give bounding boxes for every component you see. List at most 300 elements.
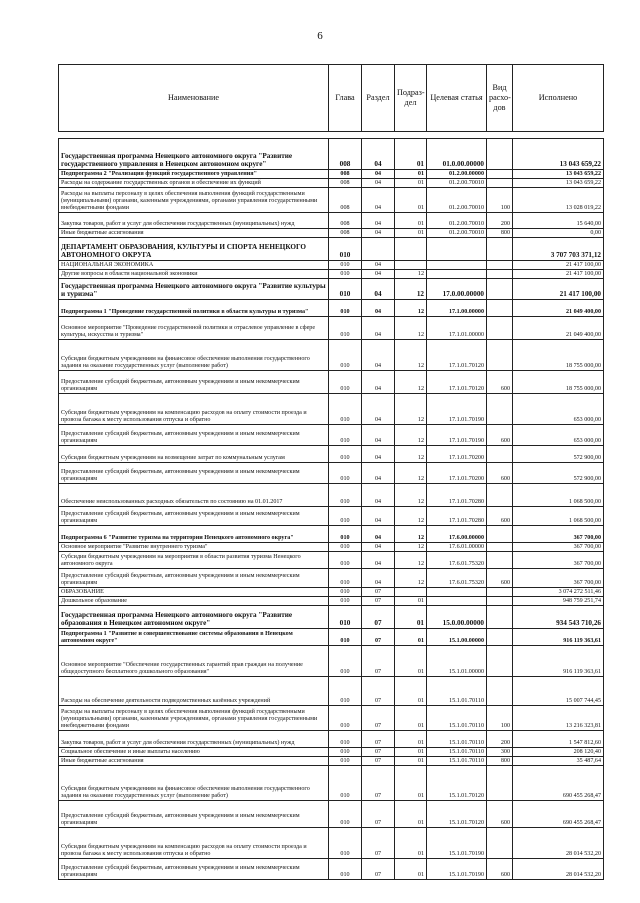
cell-name: Основное мероприятие "Проведение государственной политики и отраслевое управление в сфере культуры, искусства и туризма": [59, 317, 329, 340]
cell-chapter: 010: [329, 261, 362, 270]
cell-chapter: 010: [329, 425, 362, 446]
cell-subsection: 12: [395, 463, 427, 484]
col-header-chapter: Глава: [329, 65, 362, 132]
cell-executed: 28 014 532,20: [513, 828, 604, 859]
cell-target: 17.1.01.70200: [427, 463, 487, 484]
cell-exp-type: 800: [487, 229, 513, 238]
cell-exp-type: [487, 317, 513, 340]
spacer-cell: [59, 132, 604, 139]
cell-exp-type: [487, 261, 513, 270]
table-header-row: [59, 65, 604, 132]
cell-chapter: 008: [329, 188, 362, 213]
cell-section: 04: [362, 300, 395, 317]
cell-section: 04: [362, 552, 395, 569]
cell-target: 17.1.01.70280: [427, 507, 487, 526]
cell-subsection: 12: [395, 526, 427, 543]
cell-chapter: 010: [329, 606, 362, 629]
cell-exp-type: [487, 340, 513, 371]
page-number: 6: [317, 30, 323, 42]
table-row: [59, 188, 604, 213]
cell-name: Государственная программа Ненецкого автономного округа "Развитие культуры и туризма": [59, 279, 329, 300]
table-row: [59, 213, 604, 229]
cell-chapter: 008: [329, 139, 362, 170]
cell-subsection: 01: [395, 731, 427, 748]
cell-name: ОБРАЗОВАНИЕ: [59, 588, 329, 597]
cell-section: 07: [362, 828, 395, 859]
cell-executed: 13 043 659,22: [513, 170, 604, 179]
table-row: [59, 484, 604, 507]
cell-target: 17.1.01.70280: [427, 484, 487, 507]
cell-exp-type: [487, 139, 513, 170]
cell-exp-type: [487, 300, 513, 317]
cell-subsection: 12: [395, 270, 427, 279]
cell-exp-type: [487, 766, 513, 801]
table-row: [59, 340, 604, 371]
cell-name: НАЦИОНАЛЬНАЯ ЭКОНОМИКА: [59, 261, 329, 270]
cell-executed: 35 487,64: [513, 757, 604, 766]
cell-name: Дошкольное образование: [59, 597, 329, 606]
cell-executed: 3 707 703 371,12: [513, 238, 604, 261]
cell-exp-type: 800: [487, 757, 513, 766]
cell-exp-type: [487, 179, 513, 188]
cell-target: 17.1.01.00000: [427, 317, 487, 340]
cell-name: Государственная программа Ненецкого автономного округа "Развитие образования в Ненецком автономном округе": [59, 606, 329, 629]
cell-chapter: 010: [329, 706, 362, 731]
table-row: [59, 170, 604, 179]
cell-target: 01.0.00.00000: [427, 139, 487, 170]
cell-subsection: 01: [395, 597, 427, 606]
cell-name: Основное мероприятие "Обеспечение государственных гарантий прав граждан на получение общедоступного бесплатного дошкольного образования": [59, 646, 329, 677]
cell-chapter: 010: [329, 828, 362, 859]
cell-exp-type: [487, 677, 513, 706]
cell-exp-type: 600: [487, 859, 513, 880]
cell-name: Предоставление субсидий бюджетным, автономным учреждениям и иным некоммерческим организациям: [59, 425, 329, 446]
table-row: [59, 279, 604, 300]
cell-section: 04: [362, 179, 395, 188]
cell-subsection: [395, 588, 427, 597]
cell-section: 04: [362, 317, 395, 340]
cell-name: Другие вопросы в области национальной экономики: [59, 270, 329, 279]
cell-executed: 948 759 251,74: [513, 597, 604, 606]
cell-chapter: 010: [329, 371, 362, 394]
cell-chapter: 010: [329, 731, 362, 748]
cell-executed: 690 455 268,47: [513, 766, 604, 801]
cell-subsection: 01: [395, 139, 427, 170]
cell-exp-type: [487, 270, 513, 279]
cell-name: Иные бюджетные ассигнования: [59, 229, 329, 238]
cell-target: [427, 597, 487, 606]
cell-subsection: [395, 238, 427, 261]
cell-target: [427, 238, 487, 261]
cell-section: 04: [362, 507, 395, 526]
cell-chapter: 010: [329, 507, 362, 526]
cell-executed: 1 068 500,00: [513, 484, 604, 507]
cell-subsection: 01: [395, 677, 427, 706]
cell-subsection: 12: [395, 484, 427, 507]
table-row: [59, 731, 604, 748]
cell-section: 04: [362, 261, 395, 270]
cell-executed: 28 014 532,20: [513, 859, 604, 880]
cell-chapter: 010: [329, 859, 362, 880]
cell-chapter: 008: [329, 213, 362, 229]
cell-target: 15.1.00.00000: [427, 629, 487, 646]
cell-subsection: 01: [395, 629, 427, 646]
cell-section: 04: [362, 229, 395, 238]
cell-chapter: 010: [329, 484, 362, 507]
cell-section: 04: [362, 446, 395, 463]
cell-target: 01.2.00.70010: [427, 229, 487, 238]
table-row: [59, 859, 604, 880]
cell-section: 07: [362, 646, 395, 677]
cell-chapter: 008: [329, 179, 362, 188]
cell-executed: 13 216 323,81: [513, 706, 604, 731]
cell-name: Предоставление субсидий бюджетным, автономным учреждениям и иным некоммерческим организациям: [59, 801, 329, 828]
cell-name: Предоставление субсидий бюджетным, автономным учреждениям и иным некоммерческим организациям: [59, 371, 329, 394]
cell-target: [427, 270, 487, 279]
cell-target: 17.1.01.70200: [427, 446, 487, 463]
table-row: [59, 229, 604, 238]
cell-exp-type: [487, 543, 513, 552]
col-header-exp-type: Вид расхо-дов: [487, 65, 513, 132]
cell-name: Субсидии бюджетным учреждениям на мероприятия в области развития туризма Ненецкого автономного округа: [59, 552, 329, 569]
cell-exp-type: [487, 446, 513, 463]
cell-chapter: 010: [329, 446, 362, 463]
cell-executed: 15 640,00: [513, 213, 604, 229]
cell-executed: 916 119 363,61: [513, 646, 604, 677]
cell-exp-type: 100: [487, 188, 513, 213]
cell-target: 15.1.01.70110: [427, 677, 487, 706]
table-row: [59, 646, 604, 677]
table-row: [59, 677, 604, 706]
cell-subsection: 12: [395, 371, 427, 394]
cell-target: 17.1.01.70120: [427, 371, 487, 394]
cell-target: [427, 261, 487, 270]
cell-subsection: 01: [395, 859, 427, 880]
cell-executed: 21 417 100,00: [513, 279, 604, 300]
table-row: [59, 828, 604, 859]
cell-exp-type: [487, 552, 513, 569]
cell-name: Основное мероприятие "Развитие внутреннего туризма": [59, 543, 329, 552]
cell-section: 04: [362, 188, 395, 213]
cell-exp-type: [487, 484, 513, 507]
cell-section: 04: [362, 270, 395, 279]
budget-table: [58, 64, 604, 880]
cell-name: Подпрограмма 2 "Реализация функций государственного управления": [59, 170, 329, 179]
cell-chapter: 010: [329, 300, 362, 317]
cell-executed: 18 755 000,00: [513, 371, 604, 394]
cell-exp-type: 600: [487, 463, 513, 484]
table-row: [59, 507, 604, 526]
cell-exp-type: 600: [487, 425, 513, 446]
cell-target: 17.1.01.70190: [427, 425, 487, 446]
cell-target: 17.6.01.75320: [427, 569, 487, 588]
cell-executed: 21 049 400,00: [513, 300, 604, 317]
cell-chapter: 010: [329, 552, 362, 569]
cell-target: 15.1.01.70120: [427, 801, 487, 828]
cell-subsection: 01: [395, 188, 427, 213]
cell-exp-type: 600: [487, 801, 513, 828]
table-row: [59, 801, 604, 828]
table-row: [59, 588, 604, 597]
cell-subsection: 12: [395, 394, 427, 425]
cell-exp-type: 300: [487, 748, 513, 757]
cell-name: Предоставление субсидий бюджетным, автономным учреждениям и иным некоммерческим организациям: [59, 507, 329, 526]
table-row: [59, 597, 604, 606]
cell-exp-type: 100: [487, 706, 513, 731]
table-row: [59, 238, 604, 261]
cell-section: 07: [362, 597, 395, 606]
cell-chapter: 010: [329, 677, 362, 706]
col-header-name: Наименование: [59, 65, 329, 132]
cell-section: 07: [362, 629, 395, 646]
cell-chapter: 010: [329, 394, 362, 425]
cell-executed: 934 543 710,26: [513, 606, 604, 629]
cell-section: 07: [362, 606, 395, 629]
cell-subsection: 12: [395, 340, 427, 371]
cell-name: Предоставление субсидий бюджетным, автономным учреждениям и иным некоммерческим организациям: [59, 463, 329, 484]
cell-name: Субсидии бюджетным учреждениям на финансовое обеспечение выполнения государственного задания на оказание государственных услуг (выполнение работ): [59, 340, 329, 371]
cell-target: 15.1.01.70190: [427, 859, 487, 880]
cell-subsection: 12: [395, 425, 427, 446]
cell-subsection: 01: [395, 801, 427, 828]
table-row: [59, 317, 604, 340]
table-row: [59, 552, 604, 569]
table-row: [59, 569, 604, 588]
cell-executed: 572 900,00: [513, 463, 604, 484]
cell-section: 07: [362, 706, 395, 731]
cell-exp-type: 600: [487, 569, 513, 588]
cell-target: 15.1.01.70110: [427, 731, 487, 748]
cell-section: 07: [362, 859, 395, 880]
cell-subsection: 01: [395, 706, 427, 731]
cell-executed: 21 417 100,00: [513, 270, 604, 279]
cell-subsection: 12: [395, 279, 427, 300]
table-row: [59, 526, 604, 543]
cell-exp-type: [487, 238, 513, 261]
cell-target: 17.0.00.00000: [427, 279, 487, 300]
table-body: [59, 132, 604, 880]
cell-chapter: 010: [329, 526, 362, 543]
table-row: [59, 748, 604, 757]
cell-section: [362, 238, 395, 261]
cell-target: 17.1.00.00000: [427, 300, 487, 317]
table-row: [59, 394, 604, 425]
cell-section: 07: [362, 731, 395, 748]
table-row: [59, 706, 604, 731]
cell-name: Подпрограмма 1 "Развитие и совершенствование системы образования в Ненецком автономном округе": [59, 629, 329, 646]
cell-section: 04: [362, 394, 395, 425]
cell-chapter: 010: [329, 569, 362, 588]
cell-executed: 653 000,00: [513, 394, 604, 425]
cell-name: Расходы на содержание государственных органов и обеспечение их функций: [59, 179, 329, 188]
table-row: [59, 371, 604, 394]
table-row: [59, 139, 604, 170]
cell-section: 04: [362, 170, 395, 179]
cell-executed: 367 700,00: [513, 526, 604, 543]
cell-exp-type: 600: [487, 371, 513, 394]
cell-target: 17.1.01.70190: [427, 394, 487, 425]
cell-section: 04: [362, 425, 395, 446]
col-header-subsection: Подраз-дел: [395, 65, 427, 132]
table-row: [59, 606, 604, 629]
cell-section: 07: [362, 677, 395, 706]
cell-name: Предоставление субсидий бюджетным, автономным учреждениям и иным некоммерческим организациям: [59, 859, 329, 880]
cell-executed: 13 043 659,22: [513, 139, 604, 170]
cell-target: 17.6.01.00000: [427, 543, 487, 552]
table-row: [59, 300, 604, 317]
cell-chapter: 010: [329, 317, 362, 340]
cell-chapter: 010: [329, 801, 362, 828]
cell-name: Закупка товаров, работ и услуг для обеспечения государственных (муниципальных) нужд: [59, 731, 329, 748]
cell-executed: 367 700,00: [513, 569, 604, 588]
cell-name: Субсидии бюджетным учреждениям на финансовое обеспечение выполнения государственного задания на оказание государственных услуг (выполнение работ): [59, 766, 329, 801]
cell-name: Субсидии бюджетным учреждениям на компенсацию расходов на оплату стоимости проезда и провоза багажа к месту использования отпуска и обратно: [59, 394, 329, 425]
col-header-section: Раздел: [362, 65, 395, 132]
cell-target: 17.6.00.00000: [427, 526, 487, 543]
cell-exp-type: [487, 597, 513, 606]
cell-executed: 3 074 272 511,46: [513, 588, 604, 597]
cell-subsection: [395, 261, 427, 270]
cell-executed: 13 043 659,22: [513, 179, 604, 188]
cell-target: 15.1.01.70110: [427, 748, 487, 757]
cell-chapter: 010: [329, 463, 362, 484]
cell-name: Расходы на выплаты персоналу в целях обеспечения выполнения функций государственными (муниципальными) органами, казенными учреждениями, органами управления государственными внебюджетными фондами: [59, 706, 329, 731]
cell-chapter: 010: [329, 238, 362, 261]
cell-subsection: 01: [395, 170, 427, 179]
cell-executed: 21 049 400,00: [513, 317, 604, 340]
table-row: [59, 261, 604, 270]
cell-target: 17.1.01.70120: [427, 340, 487, 371]
cell-executed: 1 547 812,60: [513, 731, 604, 748]
cell-name: Субсидии бюджетным учреждениям на компенсацию расходов на оплату стоимости проезда и провоза багажа к месту использования отпуска и обратно: [59, 828, 329, 859]
cell-executed: 15 007 744,45: [513, 677, 604, 706]
cell-executed: 916 119 363,61: [513, 629, 604, 646]
cell-target: 15.1.01.00000: [427, 646, 487, 677]
cell-name: Иные бюджетные ассигнования: [59, 757, 329, 766]
cell-subsection: 12: [395, 552, 427, 569]
cell-subsection: 01: [395, 828, 427, 859]
cell-target: 15.1.01.70190: [427, 828, 487, 859]
table-row: [59, 179, 604, 188]
cell-subsection: 01: [395, 179, 427, 188]
cell-executed: 1 068 500,00: [513, 507, 604, 526]
cell-subsection: 12: [395, 300, 427, 317]
cell-target: 01.2.00.70010: [427, 188, 487, 213]
cell-target: 15.1.01.70120: [427, 766, 487, 801]
cell-exp-type: [487, 588, 513, 597]
cell-chapter: 010: [329, 646, 362, 677]
cell-name: Государственная программа Ненецкого автономного округа "Развитие государственного управления в Ненецком автономном округе": [59, 139, 329, 170]
cell-target: 15.1.01.70110: [427, 757, 487, 766]
cell-executed: 367 700,00: [513, 552, 604, 569]
cell-name: Подпрограмма 6 "Развитие туризма на территории Ненецкого автономного округа": [59, 526, 329, 543]
cell-exp-type: [487, 170, 513, 179]
cell-executed: 653 000,00: [513, 425, 604, 446]
table-row: [59, 270, 604, 279]
cell-target: 17.6.01.75320: [427, 552, 487, 569]
cell-subsection: 12: [395, 507, 427, 526]
cell-target: 01.2.00.00000: [427, 170, 487, 179]
cell-chapter: 008: [329, 170, 362, 179]
cell-section: 07: [362, 748, 395, 757]
cell-exp-type: [487, 606, 513, 629]
col-header-target: Целевая статья: [427, 65, 487, 132]
cell-name: Подпрограмма 1 "Проведение государственной политики в области культуры и туризма": [59, 300, 329, 317]
cell-section: 07: [362, 757, 395, 766]
cell-executed: 0,00: [513, 229, 604, 238]
cell-target: [427, 588, 487, 597]
cell-name: Закупка товаров, работ и услуг для обеспечения государственных (муниципальных) нужд: [59, 213, 329, 229]
cell-executed: 21 417 100,00: [513, 261, 604, 270]
cell-subsection: 01: [395, 646, 427, 677]
table-row: [59, 425, 604, 446]
cell-executed: 572 900,00: [513, 446, 604, 463]
cell-chapter: 010: [329, 629, 362, 646]
cell-chapter: 010: [329, 766, 362, 801]
col-header-executed: Исполнено: [513, 65, 604, 132]
cell-subsection: 12: [395, 446, 427, 463]
table-row: [59, 543, 604, 552]
cell-name: Обеспечение неиспользованных расходных обязательств по состоянию на 01.01.2017: [59, 484, 329, 507]
cell-section: 04: [362, 569, 395, 588]
cell-section: 04: [362, 526, 395, 543]
cell-chapter: 010: [329, 279, 362, 300]
cell-exp-type: [487, 629, 513, 646]
cell-subsection: 01: [395, 213, 427, 229]
cell-section: 04: [362, 279, 395, 300]
cell-name: Расходы на обеспечение деятельности подведомственных казённых учреждений: [59, 677, 329, 706]
cell-name: Субсидии бюджетным учреждениям на возмещение затрат по коммунальным услугам: [59, 446, 329, 463]
cell-subsection: 12: [395, 569, 427, 588]
cell-subsection: 01: [395, 229, 427, 238]
cell-chapter: 010: [329, 588, 362, 597]
cell-subsection: 12: [395, 543, 427, 552]
cell-section: 04: [362, 463, 395, 484]
cell-target: 01.2.00.70010: [427, 213, 487, 229]
cell-executed: 690 455 268,47: [513, 801, 604, 828]
cell-name: Предоставление субсидий бюджетным, автономным учреждениям и иным некоммерческим организациям: [59, 569, 329, 588]
cell-chapter: 010: [329, 757, 362, 766]
cell-exp-type: [487, 279, 513, 300]
table-row: [59, 446, 604, 463]
cell-name: ДЕПАРТАМЕНТ ОБРАЗОВАНИЯ, КУЛЬТУРЫ И СПОРТА НЕНЕЦКОГО АВТОНОМНОГО ОКРУГА: [59, 238, 329, 261]
header-spacer-row: [59, 132, 604, 139]
cell-target: 15.1.01.70110: [427, 706, 487, 731]
cell-chapter: 010: [329, 748, 362, 757]
cell-subsection: 01: [395, 766, 427, 801]
cell-section: 07: [362, 588, 395, 597]
cell-executed: 18 755 000,00: [513, 340, 604, 371]
cell-target: 15.0.00.00000: [427, 606, 487, 629]
cell-exp-type: [487, 646, 513, 677]
cell-section: 04: [362, 340, 395, 371]
cell-section: 07: [362, 766, 395, 801]
cell-target: 01.2.00.70010: [427, 179, 487, 188]
table-row: [59, 757, 604, 766]
cell-chapter: 010: [329, 543, 362, 552]
cell-subsection: 12: [395, 317, 427, 340]
cell-exp-type: [487, 526, 513, 543]
cell-chapter: 010: [329, 340, 362, 371]
cell-section: 04: [362, 484, 395, 507]
table-row: [59, 463, 604, 484]
cell-section: 04: [362, 543, 395, 552]
cell-chapter: 010: [329, 597, 362, 606]
cell-section: 07: [362, 801, 395, 828]
cell-executed: 13 028 019,22: [513, 188, 604, 213]
cell-subsection: 01: [395, 757, 427, 766]
cell-exp-type: 200: [487, 213, 513, 229]
